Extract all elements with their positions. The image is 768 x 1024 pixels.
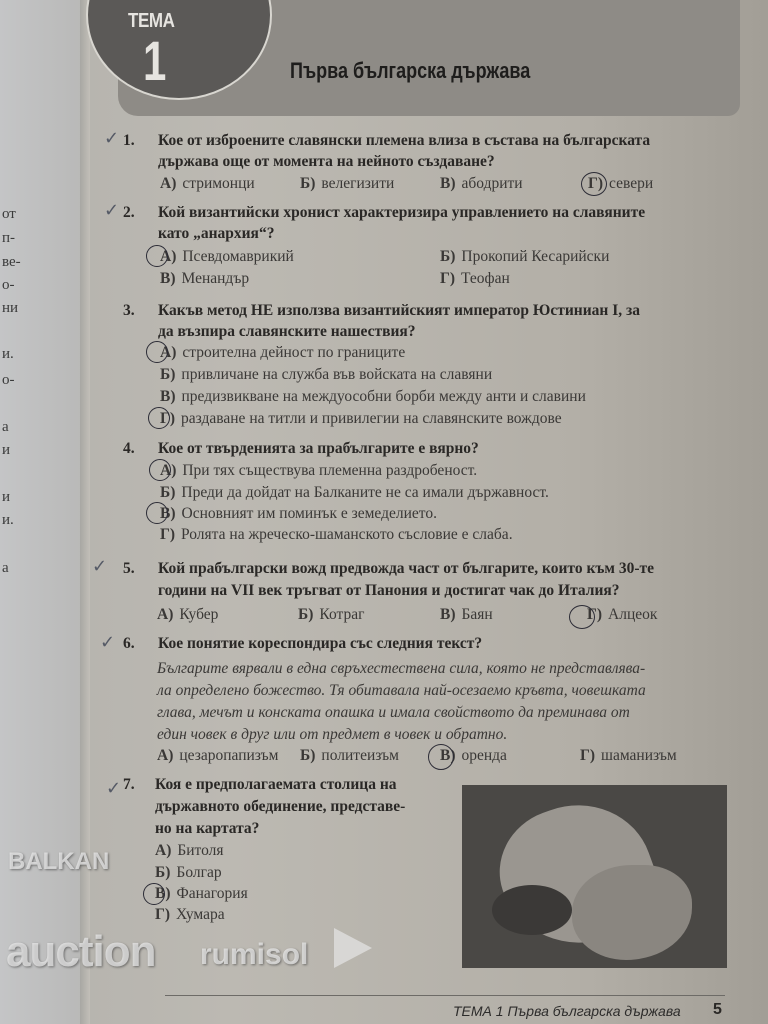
crossed-answer-mark [146, 341, 168, 363]
footer-title: ТЕМА 1 Първа българска държава [453, 1003, 681, 1019]
fragment: о- [2, 277, 15, 293]
checkmark-icon: ✓ [104, 200, 120, 221]
quote-text: Българите вярвали в една свръхестествена сила, която не представлява- [157, 660, 646, 677]
circled-answer-mark [581, 172, 607, 196]
fragment: а [2, 560, 9, 576]
checkmark-icon: ✓ [104, 128, 120, 149]
answer-option[interactable]: Б) велегизити [300, 175, 395, 192]
answer-option[interactable]: В) Менандър [160, 270, 250, 287]
quote-text: глава, мечът и конската опашка и имала свойството да преминава от [157, 704, 630, 721]
quote-text: един човек в друг или от предмет в човек и обратно. [157, 726, 508, 743]
question-number: 4. [123, 440, 135, 457]
map-sea [492, 885, 572, 935]
fragment: и [2, 489, 11, 505]
question-number: 5. [123, 560, 135, 577]
answer-option[interactable]: В) Основният им поминък е земеделието. [160, 505, 437, 522]
checkmark-icon: ✓ [106, 778, 122, 799]
question-text: държавното обединение, представе- [155, 798, 406, 815]
answer-option[interactable]: А) Битоля [155, 842, 224, 859]
map-land [572, 865, 692, 960]
quote-text: ла определено божество. Тя обитавала най-осезаемо кръвта, човешката [157, 682, 646, 699]
watermark-play-icon [334, 928, 372, 968]
circled-answer-mark [146, 245, 168, 267]
circled-answer-mark [148, 407, 170, 429]
fragment: о- [2, 372, 15, 388]
question-text: Кое понятие кореспондира със следния текст? [158, 635, 483, 652]
circled-answer-mark [143, 883, 165, 905]
watermark-logo: auction [6, 927, 156, 976]
answer-option[interactable]: Г) севери [588, 175, 654, 192]
answer-option[interactable]: Г) раздаване на титли и привилегии на славянските вождове [160, 410, 562, 427]
fragment: и [2, 442, 11, 458]
historical-map-image [462, 785, 727, 968]
question-text: Коя е предполагаемата столица на [155, 776, 397, 793]
tema-number: 1 [143, 29, 167, 92]
circled-answer-mark [569, 605, 595, 629]
question-number: 1. [123, 132, 135, 149]
footer-divider [165, 995, 725, 996]
question-text: Какъв метод НЕ използва византийският император Юстиниан I, за [158, 302, 640, 319]
checkmark-icon: ✓ [92, 556, 108, 577]
question-text: Кой прабългарски вожд предвожда част от българите, които към 30-те [158, 560, 654, 577]
answer-option[interactable]: В) Фанагория [155, 885, 248, 902]
fragment: ве- [2, 254, 21, 270]
answer-option[interactable]: А) строителна дейност по границите [160, 344, 406, 361]
answer-option[interactable]: Г) Хумара [155, 906, 225, 923]
question-number: 7. [123, 776, 135, 793]
fragment: ни [2, 300, 19, 316]
fragment: от [2, 206, 16, 222]
answer-option[interactable]: А) цезаропапизъм [157, 747, 279, 764]
answer-option[interactable]: Г) Ролята на жреческо-шаманското съсловие е слаба. [160, 526, 513, 543]
question-text: да възпира славянските нашествия? [158, 323, 416, 340]
answer-option[interactable]: В) предизвикване на междуособни борби между анти и славини [160, 388, 586, 405]
answer-option[interactable]: Б) Преди да дойдат на Балканите не са имали държавност. [160, 484, 549, 501]
answer-option[interactable]: А) Кубер [157, 606, 219, 623]
answer-option[interactable]: Г) Теофан [440, 270, 510, 287]
answer-option[interactable]: А) Псевдомаврикий [160, 248, 294, 265]
question-text: Кое от твърденията за прабългарите е вярно? [158, 440, 479, 457]
watermark-logo: rumisol [200, 938, 309, 971]
answer-option[interactable]: Б) Котраг [298, 606, 365, 623]
fragment: и. [2, 346, 14, 362]
answer-option[interactable]: Б) политеизъм [300, 747, 399, 764]
answer-option[interactable]: В) Баян [440, 606, 493, 623]
answer-option[interactable]: Б) Болгар [155, 864, 222, 881]
question-text: като „анархия“? [158, 225, 275, 242]
answer-option[interactable]: Г) Алцеок [587, 606, 658, 623]
question-text: Кое от изброените славянски племена влиза в състава на българската [158, 132, 651, 149]
watermark-logo: BALKAN [8, 848, 110, 875]
question-text: Кой византийски хронист характеризира управлението на славяните [158, 204, 646, 221]
circled-answer-mark [146, 502, 168, 524]
answer-option[interactable]: В) оренда [440, 747, 507, 764]
answer-option[interactable]: А) При тях съществува племенна раздробеност. [160, 462, 478, 479]
circled-answer-mark [149, 459, 171, 481]
answer-option[interactable]: В) абодрити [440, 175, 523, 192]
page-title: Първа българска държава [290, 58, 531, 83]
answer-option[interactable]: Б) привличане на служба във войската на славяни [160, 366, 493, 383]
fragment: а [2, 419, 9, 435]
fragment: п- [2, 230, 16, 246]
answer-option[interactable]: Г) шаманизъм [580, 747, 677, 764]
question-text: но на картата? [155, 820, 260, 837]
answer-option[interactable]: Б) Прокопий Кесарийски [440, 248, 610, 265]
question-text: години на VII век тръгват от Панония и достигат чак до Италия? [158, 582, 620, 599]
question-text: държава още от момента на нейното създаване? [158, 153, 495, 170]
tema-label: ТЕМА [128, 10, 175, 32]
page-number: 5 [713, 1001, 722, 1018]
answer-option[interactable]: А) стримонци [160, 175, 255, 192]
circled-answer-mark [428, 744, 454, 770]
fragment: и. [2, 512, 14, 528]
question-number: 2. [123, 204, 135, 221]
checkmark-icon: ✓ [100, 632, 116, 653]
question-number: 3. [123, 302, 135, 319]
question-number: 6. [123, 635, 135, 652]
